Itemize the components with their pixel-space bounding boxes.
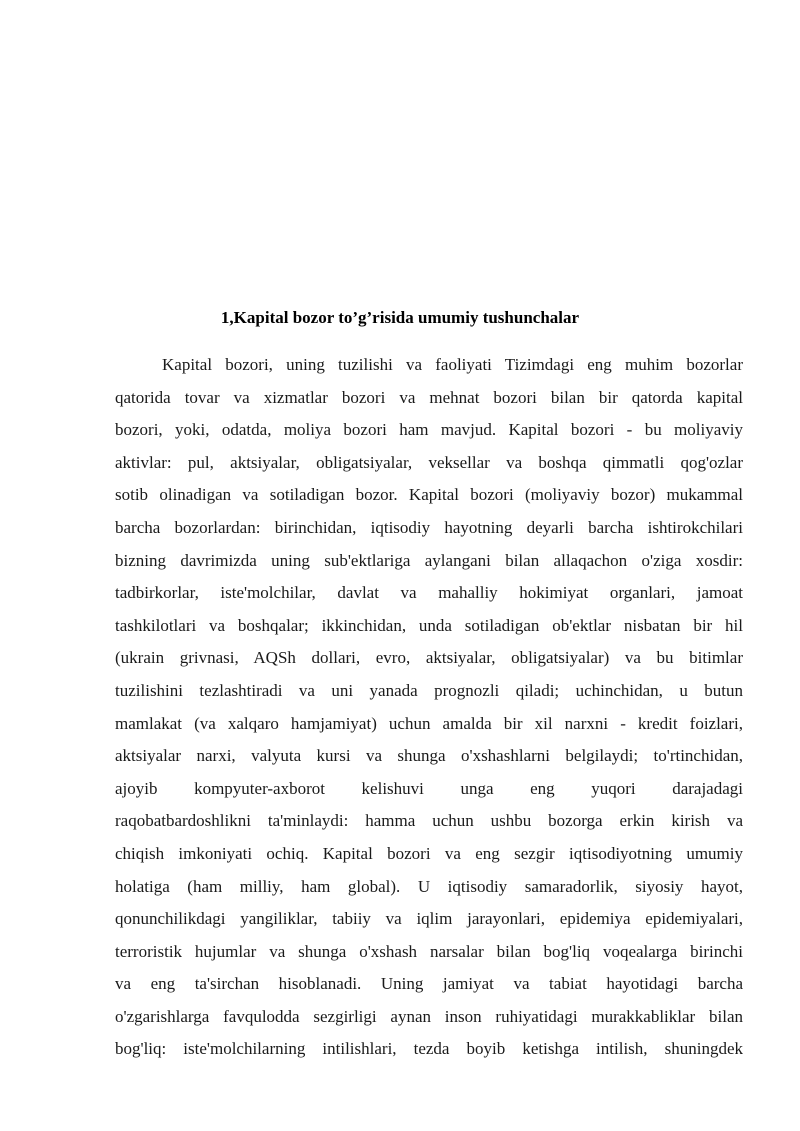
paragraph-line: barcha bozorlardan: birinchidan, iqtisodiy hayotning deyarli barcha ishtirokchilari bbox=[115, 517, 743, 537]
paragraph-line: aktsiyalar narxi, valyuta kursi va shunga o'xshashlarni belgilaydi; to'rtinchidan, bbox=[115, 746, 743, 766]
paragraph-line: terroristik hujumlar va shunga o'xshash narsalar bilan bog'liq voqealarga birinchi bbox=[115, 941, 743, 961]
paragraph-line: sotib olinadigan va sotiladigan bozor. Kapital bozori (moliyaviy bozor) mukammal bbox=[115, 485, 743, 505]
paragraph-line: chiqish imkoniyati ochiq. Kapital bozori va eng sezgir iqtisodiyotning umumiy bbox=[115, 843, 743, 863]
body-paragraph bbox=[115, 349, 743, 1066]
paragraph-line: bizning davrimizda uning sub'ektlariga aylangani bilan allaqachon o'ziga xosdir: bbox=[115, 550, 743, 570]
paragraph-line: aktivlar: pul, aktsiyalar, obligatsiyalar, veksellar va boshqa qimmatli qog'ozlar bbox=[115, 452, 743, 472]
paragraph-line: ajoyib kompyuter-axborot kelishuvi unga eng yuqori darajadagi bbox=[115, 778, 743, 798]
paragraph-line: raqobatbardoshlikni ta'minlaydi: hamma uchun ushbu bozorga erkin kirish va bbox=[115, 811, 743, 831]
paragraph-line: qonunchilikdagi yangiliklar, tabiiy va iqlim jarayonlari, epidemiya epidemiyalari, bbox=[115, 909, 743, 929]
paragraph-line: o'zgarishlarga favqulodda sezgirligi aynan inson ruhiyatidagi murakkabliklar bilan bbox=[115, 1006, 743, 1026]
paragraph-line: tuzilishini tezlashtiradi va uni yanada prognozli qiladi; uchinchidan, u butun bbox=[115, 680, 743, 700]
paragraph-line: tashkilotlari va boshqalar; ikkinchidan, unda sotiladigan ob'ektlar nisbatan bir hil bbox=[115, 615, 743, 635]
paragraph-line: qatorida tovar va xizmatlar bozori va mehnat bozori bilan bir qatorda kapital bbox=[115, 387, 743, 407]
paragraph-line: mamlakat (va xalqaro hamjamiyat) uchun amalda bir xil narxni - kredit foizlari, bbox=[115, 713, 743, 733]
paragraph-line: va eng ta'sirchan hisoblanadi. Uning jamiyat va tabiat hayotidagi barcha bbox=[115, 974, 743, 994]
paragraph-line: holatiga (ham milliy, ham global). U iqtisodiy samaradorlik, siyosiy hayot, bbox=[115, 876, 743, 896]
paragraph-line: bog'liq: iste'molchilarning intilishlari, tezda boyib ketishga intilish, shuningdek bbox=[115, 1039, 743, 1059]
paragraph-line: tadbirkorlar, iste'molchilar, davlat va mahalliy hokimiyat organlari, jamoat bbox=[115, 583, 743, 603]
paragraph-line: bozori, yoki, odatda, moliya bozori ham mavjud. Kapital bozori - bu moliyaviy bbox=[115, 420, 743, 440]
section-heading: 1,Kapital bozor to’g’risida umumiy tushunchalar bbox=[220, 308, 580, 327]
paragraph-line: (ukrain grivnasi, AQSh dollari, evro, aktsiyalar, obligatsiyalar) va bu bitimlar bbox=[115, 648, 743, 668]
paragraph-line: Kapital bozori, uning tuzilishi va faoliyati Tizimdagi eng muhim bozorlar bbox=[162, 355, 743, 374]
